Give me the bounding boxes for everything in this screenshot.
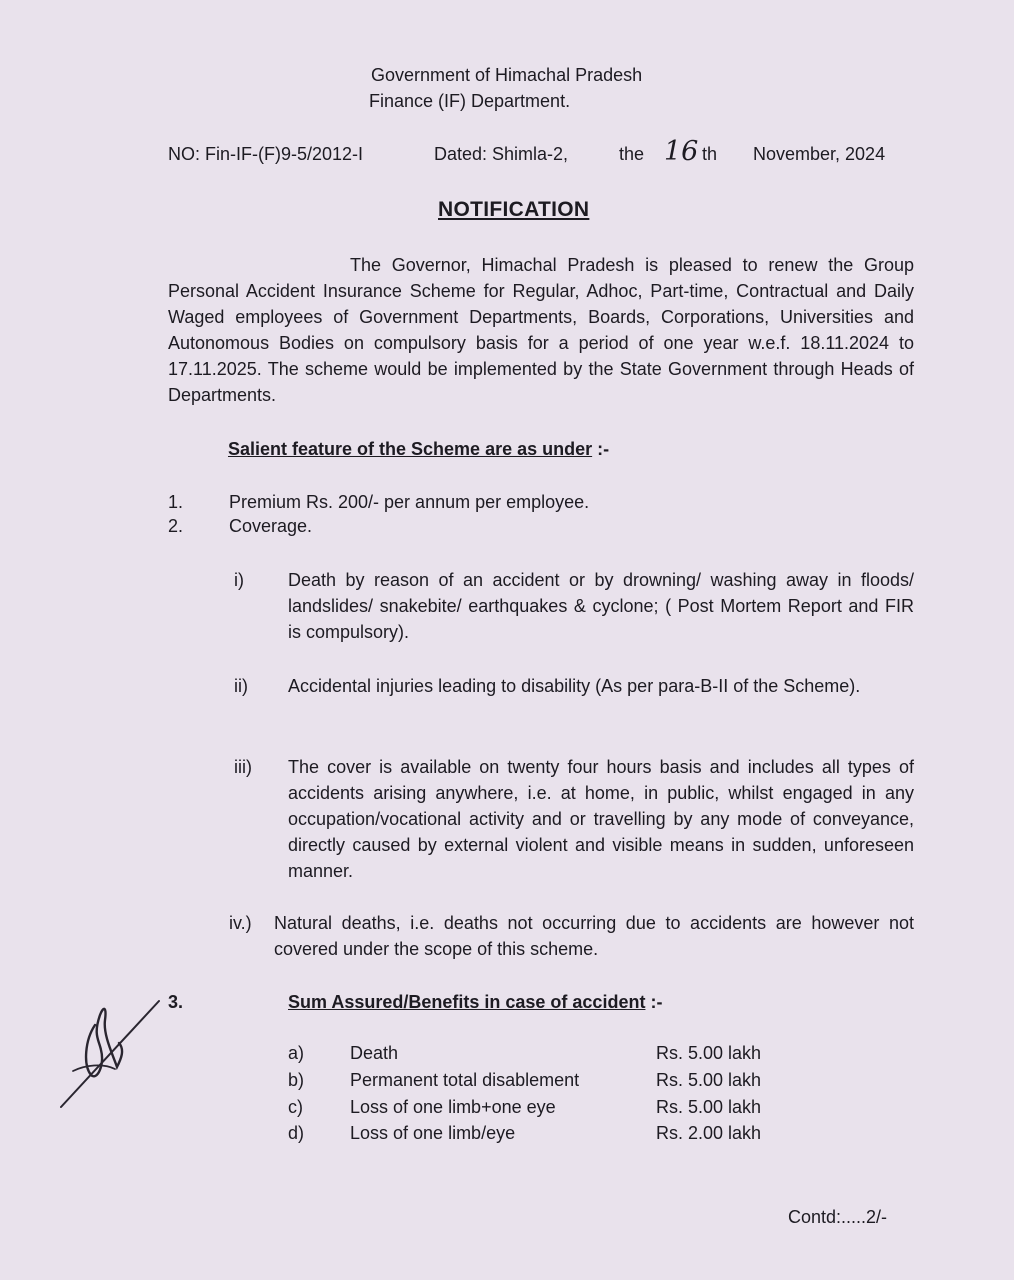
continued-note: Contd:.....2/- bbox=[788, 1207, 888, 1227]
benefit-amount: Rs. 5.00 lakh bbox=[656, 1070, 762, 1090]
coverage-iii-text: The cover is available on twenty four hours basis and includes all types of accidents arising anywhere, i.e. at home, in public, whilst engaged in any occupation/vocational activity and or travelling by any mode of conveyance, directly caused by external violent and visible means in sudden, unforeseen manner. bbox=[288, 757, 914, 881]
salient-heading-text: Salient feature of the Scheme are as under bbox=[228, 439, 593, 459]
item-2-text: Coverage. bbox=[229, 516, 313, 536]
benefit-label: Loss of one limb+one eye bbox=[350, 1097, 556, 1117]
coverage-iv-text bbox=[274, 910, 914, 962]
intro-paragraph bbox=[168, 252, 914, 408]
coverage-iv-body: Natural deaths, i.e. deaths not occurring due to accidents are however not covered under the scope of this scheme. bbox=[274, 913, 914, 959]
benefit-letter: a) bbox=[288, 1043, 305, 1063]
dated-suffix: th bbox=[702, 144, 718, 164]
salient-heading-suffix: :- bbox=[592, 439, 610, 459]
handwritten-initials-signature bbox=[55, 995, 175, 1115]
coverage-iv-number: iv.) bbox=[229, 913, 252, 933]
header-department: Finance (IF) Department. bbox=[369, 91, 571, 111]
section-3-number: 3. bbox=[168, 992, 184, 1012]
item-2-number: 2. bbox=[168, 516, 184, 536]
item-1-number: 1. bbox=[168, 492, 184, 512]
item-1-text: Premium Rs. 200/- per annum per employee. bbox=[229, 492, 590, 512]
page-title: NOTIFICATION bbox=[438, 198, 590, 221]
sum-assured-heading bbox=[288, 992, 662, 1013]
benefit-label: Death bbox=[350, 1043, 399, 1063]
benefit-label: Permanent total disablement bbox=[350, 1070, 580, 1090]
benefit-letter: b) bbox=[288, 1070, 305, 1090]
sum-assured-heading-text: Sum Assured/Benefits in case of accident bbox=[288, 992, 646, 1012]
dated-month-year: November, 2024 bbox=[753, 144, 886, 164]
benefit-row bbox=[288, 1097, 788, 1124]
coverage-i-text: Death by reason of an accident or by drowning/ washing away in floods/ landslides/ snakebite/ earthquakes & cyclone; ( Post Mortem Report and FIR is compulsory). bbox=[288, 570, 914, 642]
benefit-letter: c) bbox=[288, 1097, 303, 1117]
benefit-row bbox=[288, 1070, 788, 1097]
salient-heading bbox=[228, 439, 609, 460]
dated-place: Dated: Shimla-2, bbox=[434, 144, 569, 164]
coverage-iii-number: iii) bbox=[234, 757, 252, 777]
benefit-amount: Rs. 5.00 lakh bbox=[656, 1097, 762, 1117]
benefit-letter: d) bbox=[288, 1123, 305, 1143]
benefit-row bbox=[288, 1043, 788, 1070]
benefit-row bbox=[288, 1123, 788, 1150]
notification-number: NO: Fin-IF-(F)9-5/2012-I bbox=[168, 144, 364, 164]
dated-the: the bbox=[619, 144, 645, 164]
coverage-ii-text: Accidental injuries leading to disability (As per para-B-II of the Scheme). bbox=[288, 676, 861, 696]
header-government: Government of Himachal Pradesh bbox=[371, 65, 643, 85]
coverage-ii-number: ii) bbox=[234, 676, 248, 696]
benefit-amount: Rs. 2.00 lakh bbox=[656, 1123, 762, 1143]
benefit-label: Loss of one limb/eye bbox=[350, 1123, 516, 1143]
sum-assured-heading-suffix: :- bbox=[645, 992, 663, 1012]
coverage-i-number: i) bbox=[234, 570, 244, 590]
intro-text: The Governor, Himachal Pradesh is pleased to renew the Group Personal Accident Insurance Scheme for Regular, Adhoc, Part-time, Contractual and Daily Waged employees of Government Departments, Boards, Corporations, Universities and Autonomous Bodies on compulsory basis for a period of one year w.e.f. 18.11.2024 to 17.11.2025. The scheme would be implemented by the State Government through Heads of Departments. bbox=[168, 255, 914, 405]
handwritten-day: 16 bbox=[664, 136, 699, 167]
benefit-amount: Rs. 5.00 lakh bbox=[656, 1043, 762, 1063]
